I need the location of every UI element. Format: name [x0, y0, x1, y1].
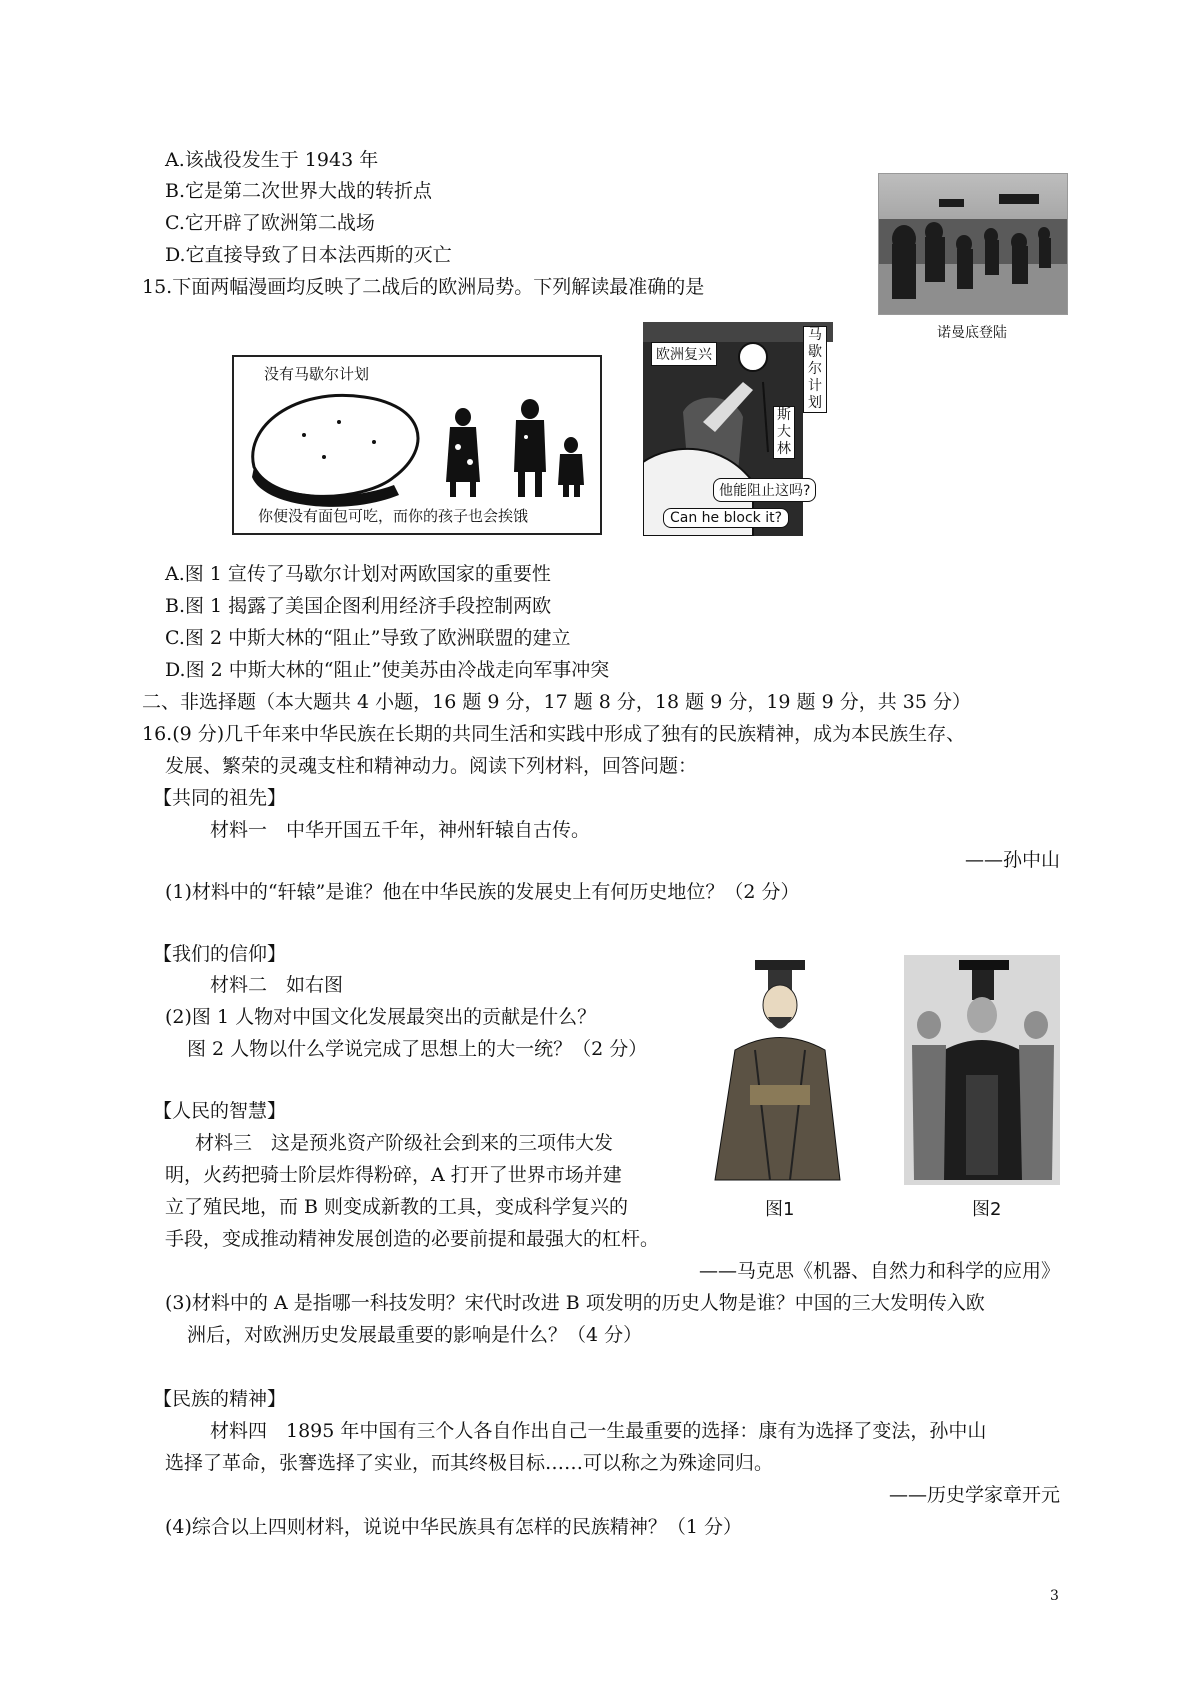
figure-1-portrait — [700, 955, 850, 1185]
question-2-line-1: (2)图 1 人物对中国文化发展最突出的贡献是什么？ — [165, 1006, 597, 1028]
heading-common-ancestor: 【共同的祖先】 — [153, 787, 287, 809]
cartoon-2-marshall-label: 马歇尔计划 — [803, 326, 827, 413]
material-4-line-1: 材料四 1895 年中国有三个人各自作出自己一生最重要的选择：康有为选择了变法，孙中山 — [210, 1420, 987, 1442]
q15-option-d: D.图 2 中斯大林的“阻止”使美苏由冷战走向军事冲突 — [165, 659, 610, 681]
q15-option-c: C.图 2 中斯大林的“阻止”导致了欧洲联盟的建立 — [165, 627, 571, 649]
figure-2-label: 图2 — [972, 1199, 1002, 1220]
figure-2-portrait — [904, 955, 1060, 1185]
question-4: (4)综合以上四则材料，说说中华民族具有怎样的民族精神？（1 分） — [165, 1516, 743, 1538]
section-2-title: 二、非选择题（本大题共 4 小题，16 题 9 分，17 题 8 分，18 题 9 分，19 题 9 分，共 35 分） — [142, 691, 971, 713]
question-2-line-2: 图 2 人物以什么学说完成了思想上的大一统？（2 分） — [187, 1038, 648, 1060]
cartoon-1-caption: 你便没有面包可吃，而你的孩子也会挨饿 — [258, 507, 529, 525]
question-3-line-1: (3)材料中的 A 是指哪一科技发明？宋代时改进 B 项发明的历史人物是谁？中国的三大发明传入欧 — [165, 1292, 985, 1314]
material-3-line-4: 手段，变成推动精神发展创造的必要前提和最强大的杠杆。 — [165, 1228, 660, 1250]
material-2: 材料二 如右图 — [210, 974, 344, 996]
material-1: 材料一 中华开国五千年，神州轩辕自古传。 — [210, 819, 591, 841]
heading-national-spirit: 【民族的精神】 — [153, 1388, 287, 1410]
q14-option-c: C.它开辟了欧洲第二战场 — [165, 212, 375, 234]
normandy-caption: 诺曼底登陆 — [937, 325, 1007, 341]
q15-stem: 15.下面两幅漫画均反映了二战后的欧洲局势。下列解读最准确的是 — [142, 276, 705, 298]
material-3-line-3: 立了殖民地，而 B 则变成新教的工具，变成科学复兴的 — [165, 1196, 629, 1218]
material-1-source: ——孙中山 — [964, 849, 1060, 871]
material-3-line-2: 明，火药把骑士阶层炸得粉碎，A 打开了世界市场并建 — [165, 1164, 622, 1186]
heading-our-belief: 【我们的信仰】 — [153, 943, 287, 965]
cartoon-1 — [232, 355, 602, 535]
figure-1-label: 图1 — [765, 1199, 795, 1220]
material-3-line-1: 材料三 这是预兆资产阶级社会到来的三项伟大发 — [195, 1132, 614, 1154]
normandy-landing-photo — [878, 173, 1068, 315]
material-3-source: ——马克思《机器、自然力和科学的应用》 — [698, 1260, 1060, 1282]
cartoon-1-title: 没有马歇尔计划 — [264, 365, 370, 383]
page-number: 3 — [1050, 1588, 1059, 1604]
q14-option-b: B.它是第二次世界大战的转折点 — [165, 180, 433, 202]
material-4-source: ——历史学家章开元 — [888, 1484, 1060, 1506]
cartoon-2-question-en: Can he block it? — [663, 508, 789, 528]
q16-intro-line-1: 16.(9 分)几千年来中华民族在长期的共同生活和实践中形成了独有的民族精神，成为本民族生存、 — [142, 723, 966, 745]
q14-option-a: A.该战役发生于 1943 年 — [165, 149, 379, 171]
q15-option-a: A.图 1 宣传了马歇尔计划对两欧国家的重要性 — [165, 563, 551, 585]
q14-option-d: D.它直接导致了日本法西斯的灭亡 — [165, 244, 452, 266]
cartoon-2-europe-label: 欧洲复兴 — [651, 342, 717, 366]
q16-intro-line-2: 发展、繁荣的灵魂支柱和精神动力。阅读下列材料，回答问题： — [165, 755, 698, 777]
q15-option-b: B.图 1 揭露了美国企图利用经济手段控制两欧 — [165, 595, 552, 617]
question-1: (1)材料中的“轩辕”是谁？他在中华民族的发展史上有何历史地位？（2 分） — [165, 881, 800, 903]
cartoon-2-question-cn: 他能阻止这吗? — [713, 478, 816, 502]
cartoon-2 — [643, 322, 833, 536]
cartoon-2-stalin-label: 斯大林 — [773, 406, 795, 459]
question-3-line-2: 洲后，对欧洲历史发展最重要的影响是什么？（4 分） — [187, 1324, 643, 1346]
material-4-line-2: 选择了革命，张謇选择了实业，而其终极目标……可以称之为殊途同归。 — [165, 1452, 774, 1474]
heading-peoples-wisdom: 【人民的智慧】 — [153, 1100, 287, 1122]
